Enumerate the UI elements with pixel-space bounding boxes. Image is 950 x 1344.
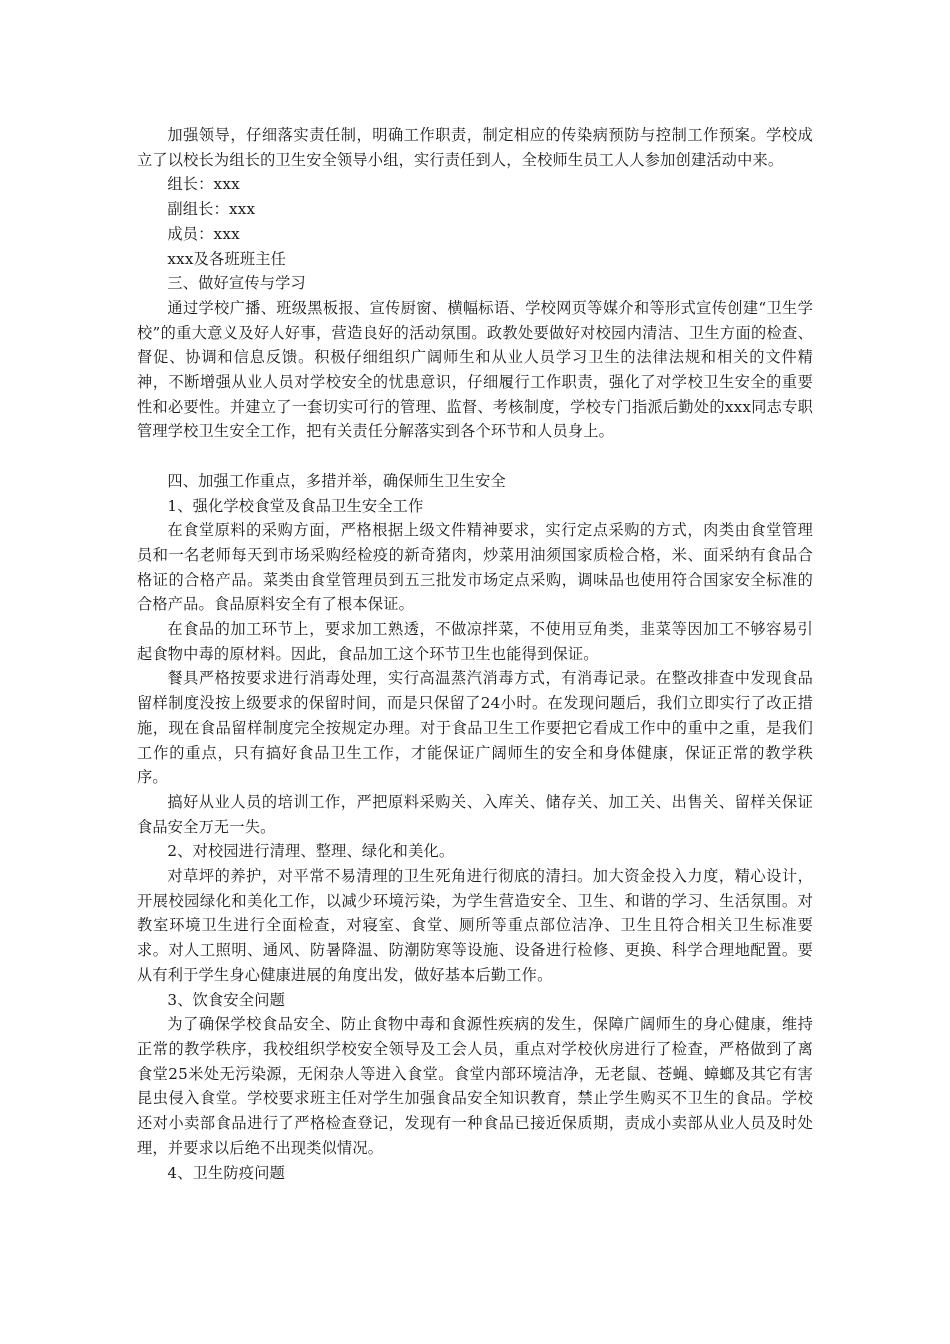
subsection-3-heading: 3、饮食安全问题 xyxy=(167,990,285,1009)
subsection-1-paragraph-3: 餐具严格按要求进行消毒处理，实行高温蒸汽消毒方式，有消毒记录。在整改排查中发现食品留样制度没按上级要求的保留时间，而是只保留了24小时。在发现问题后，我们立即实行了改正措施，现在食品留样制度完全按规定办理。对于食品卫生工作要把它看成工作中的重中之重，是我们工作的重点，只有搞好食品卫生工作，才能保证广阔师生的安全和身体健康，保证正常的教学秩序。 xyxy=(137,669,813,787)
subsection-1-paragraph-4: 搞好从业人员的培训工作，严把原料采购关、入库关、储存关、加工关、出售关、留样关保证食品安全万无一失。 xyxy=(137,792,813,836)
section-3-paragraph: 通过学校广播、班级黑板报、宣传厨窗、横幅标语、学校网页等媒介和等形式宣传创建“卫生学校”的重大意义及好人好事，营造良好的活动氛围。政教处要做好对校园内清洁、卫生方面的检查、督促、协调和信息反馈。积极仔细组织广阔师生和从业人员学习卫生的法律法规和相关的文件精神，不断增强从业人员对学校安全的忧患意识，仔细履行工作职责，强化了对学校卫生安全的重要性和必要性。并建立了一套切实可行的管理、监督、考核制度，学校专门指派后勤处的xxx同志专职管理学校卫生安全工作，把有关责任分解落实到各个环节和人员身上。 xyxy=(137,298,813,441)
members-extra-line: xxx及各班班主任 xyxy=(167,249,287,268)
section-3-heading: 三、做好宣传与学习 xyxy=(167,274,306,293)
subsection-1-paragraph-1: 在食堂原料的采购方面，严格根据上级文件精神要求，实行定点采购的方式，肉类由食堂管理员和一名老师每天到市场采购经检疫的新奇猪肉，炒菜用油须国家质检合格，米、面采纳有食品合格证的合格产品。菜类由食堂管理员到五三批发市场定点采购，调味品也使用符合国家安全标准的合格产品。食品原料安全有了根本保证。 xyxy=(137,521,813,614)
blank-line xyxy=(137,444,813,469)
section-4-heading: 四、加强工作重点，多措并举，确保师生卫生安全 xyxy=(167,471,506,490)
subsection-4-heading: 4、卫生防疫问题 xyxy=(167,1163,285,1182)
subsection-1-paragraph-2: 在食品的加工环节上，要求加工熟透，不做凉拌菜，不使用豆角类，韭菜等因加工不够容易引起食物中毒的原材料。因此，食品加工这个环节卫生也能得到保证。 xyxy=(137,620,813,663)
document-page xyxy=(137,123,813,1185)
members-line: 成员：xxx xyxy=(167,224,240,243)
intro-paragraph: 加强领导，仔细落实责任制，明确工作职责，制定相应的传染病预防与控制工作预案。学校成立了以校长为组长的卫生安全领导小组，实行责任到人，全校师生员工人人参加创建活动中来。 xyxy=(137,126,813,169)
leader-line: 组长：xxx xyxy=(167,175,240,194)
deputy-leader-line: 副组长：xxx xyxy=(167,200,256,219)
subsection-2-paragraph: 对草坪的养护，对平常不易清理的卫生死角进行彻底的清扫。加大资金投入力度，精心设计，开展校园绿化和美化工作，以减少环境污染，为学生营造安全、卫生、和谐的学习、生活氛围。对教室环境卫生进行全面检查，对寝室、食堂、厕所等重点部位洁净、卫生且符合相关卫生标准要求。对人工照明、通风、防暑降温、防潮防寒等设施、设备进行检修、更换、科学合理地配置。要从有利于学生身心健康进展的角度出发，做好基本后勤工作。 xyxy=(137,867,813,984)
subsection-2-heading: 2、对校园进行清理、整理、绿化和美化。 xyxy=(167,842,455,861)
subsection-1-heading: 1、强化学校食堂及食品卫生安全工作 xyxy=(167,496,424,515)
subsection-3-paragraph: 为了确保学校食品安全、防止食物中毒和食源性疾病的发生，保障广阔师生的身心健康，维持正常的教学秩序，我校组织学校安全领导及工会人员，重点对学校伙房进行了检查，严格做到了离食堂25米处无污染源，无闲杂人等进入食堂。食堂内部环境洁净，无老鼠、苍蝇、蟑螂及其它有害昆虫侵入食堂。学校要求班主任对学生加强食品安全知识教育，禁止学生购买不卫生的食品。学校还对小卖部食品进行了严格检查登记，发现有一种食品已接近保质期，责成小卖部从业人员及时处理，并要求以后绝不出现类似情况。 xyxy=(137,1015,813,1157)
